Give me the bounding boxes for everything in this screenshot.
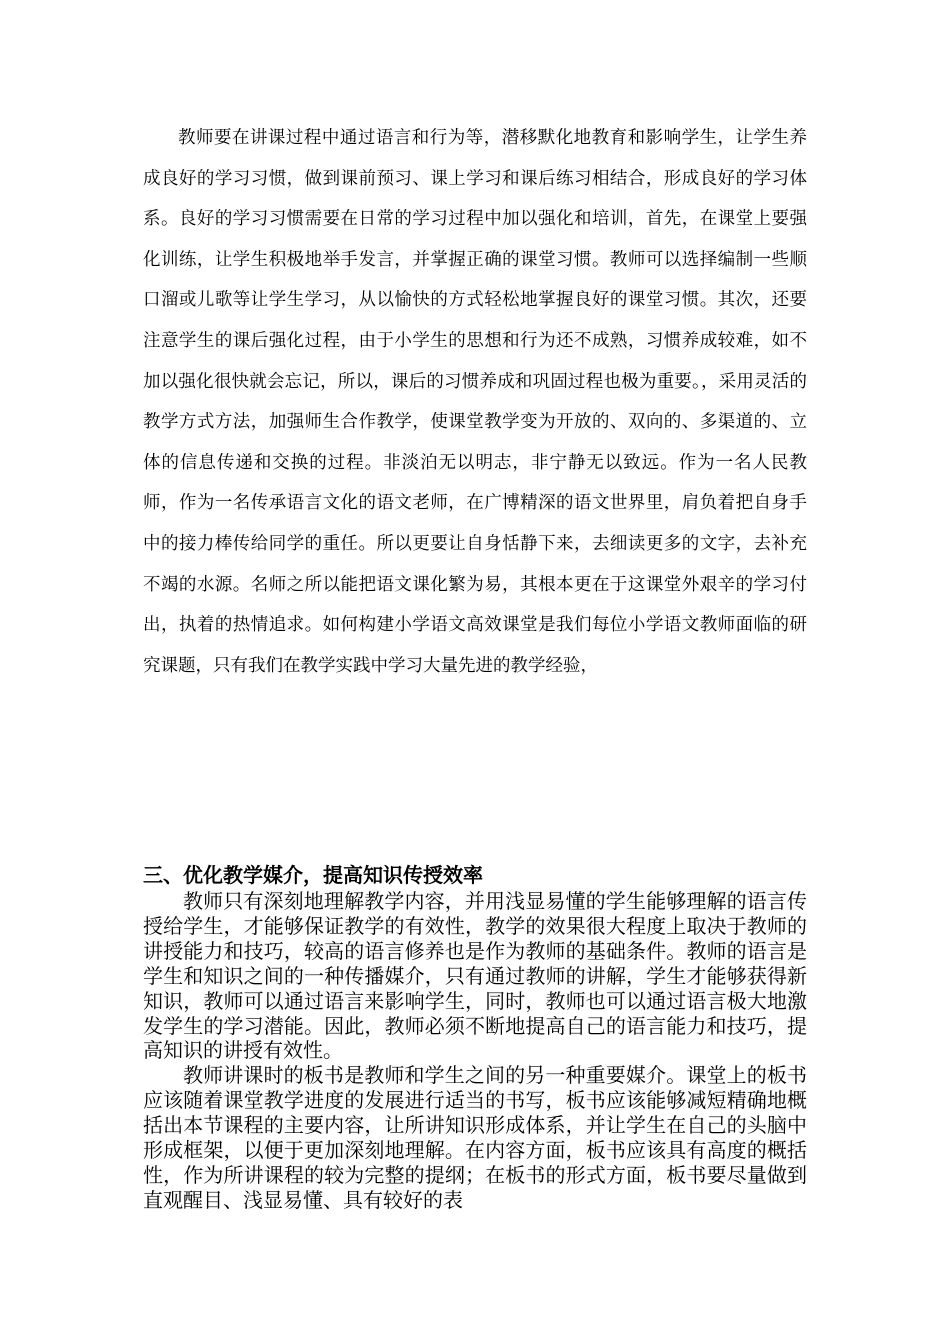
paragraph: 教师要在讲课过程中通过语言和行为等，潜移默化地教育和影响学生，让学生养成良好的学习习惯，做到课前预习、课上学习和课后练习相结合，形成良好的学习体系。良好的学习习惯需要在日常的学习过程中加以强化和培训，首先，在课堂上要强化训练，让学生积极地举手发言，并掌握正确的课堂习惯。教师可以选择编制一些顺口溜或儿歌等让学生学习，从以愉快的方式轻松地掌握良好的课堂习惯。其次，还要注意学生的课后强化过程，由于小学生的思想和行为还不成熟，习惯养成较难，如不加以强化很快就会忘记，所以，课后的习惯养成和巩固过程也极为重要。，采用灵活的教学方式方法，加强师生合作教学，使课堂教学变为开放的、双向的、多渠道的、立体的信息传递和交换的过程。非淡泊无以明志，非宁静无以致远。作为一名人民教师，作为一名传承语言文化的语文老师，在广博精深的语文世界里，肩负着把自身手中的接力棒传给同学的重任。所以更要让自身恬静下来，去细读更多的文字，去补充不竭的水源。名师之所以能把语文课化繁为易，其根本更在于这课堂外艰辛的学习付出，执着的热情追求。如何构建小学语文高效课堂是我们每位小学语文教师面临的研究课题，只有我们在教学实践中学习大量先进的教学经验， xyxy=(143,128,807,676)
section-1 xyxy=(143,118,807,686)
paragraph: 教师只有深刻地理解教学内容，并用浅显易懂的学生能够理解的语言传授给学生，才能够保证教学的有效性，教学的效果很大程度上取决于教师的讲授能力和技巧，较高的语言修养也是作为教师的基础条件。教师的语言是学生和知识之间的一种传播媒介，只有通过教师的讲解，学生才能够获得新知识，教师可以通过语言来影响学生，同时，教师也可以通过语言极大地激发学生的学习潜能。因此，教师必须不断地提高自己的语言能力和技巧，提高知识的讲授有效性。 xyxy=(143,889,807,1063)
section-heading: 三、优化教学媒介，提高知识传授效率 xyxy=(143,863,483,887)
paragraph: 教师讲课时的板书是教师和学生之间的另一种重要媒介。课堂上的板书应该随着课堂教学进度的发展进行适当的书写，板书应该能够减短精确地概括出本节课程的主要内容，让所讲知识形成体系，并让学生在自己的头脑中形成框架，以便于更加深刻地理解。在内容方面，板书应该具有高度的概括性，作为所讲课程的较为完整的提纲；在板书的形式方面，板书要尽量做到直观醒目、浅显易懂、具有较好的表 xyxy=(143,1063,807,1212)
section-2 xyxy=(143,889,807,1213)
